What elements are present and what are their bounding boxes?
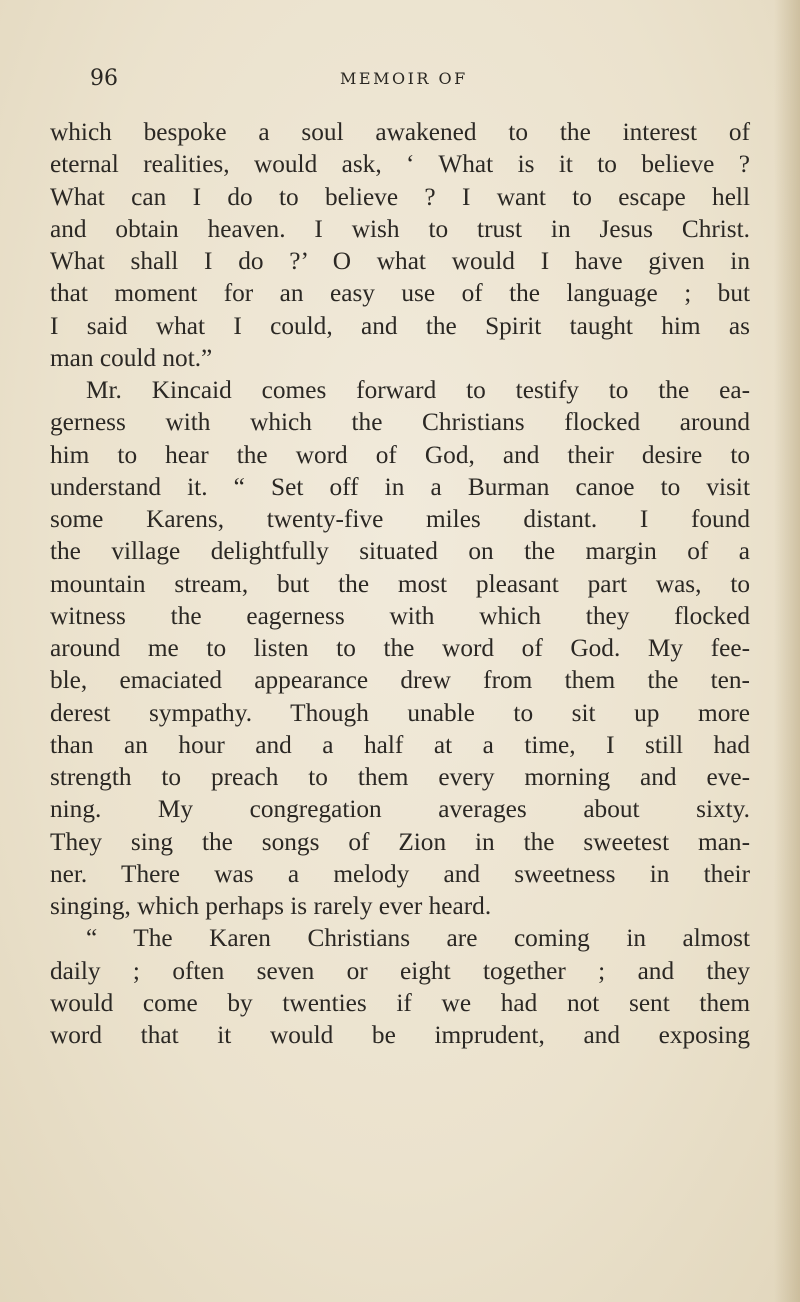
text-line: word that it would be imprudent, and exposing (50, 1021, 750, 1049)
text-line: gerness with which the Christians flocked around (50, 408, 750, 437)
text-line: daily ; often seven or eight together ; and they (50, 956, 750, 985)
text-line: I said what I could, and the Spirit taught him as (50, 311, 750, 340)
body-text (50, 116, 750, 1051)
text-line: and obtain heaven. I wish to trust in Jesus Christ. (50, 214, 750, 243)
text-line: mountain stream, but the most pleasant part was, to (50, 569, 750, 598)
text-line: would come by twenties if we had not sent them (50, 988, 750, 1017)
text-line: around me to listen to the word of God. My fee- (50, 634, 750, 662)
text-line: than an hour and a half at a time, I still had (50, 730, 750, 759)
text-line: some Karens, twenty-five miles distant. I found (50, 505, 750, 533)
text-line: him to hear the word of God, and their desire to (50, 440, 750, 469)
text-line: Mr. Kincaid comes forward to testify to the ea- (86, 376, 750, 404)
text-line: ner. There was a melody and sweetness in their (50, 859, 750, 888)
text-line: singing, which perhaps is rarely ever heard. (50, 892, 492, 920)
page-header (90, 66, 710, 96)
text-line: which bespoke a soul awakened to the interest of (50, 118, 750, 146)
text-line: man could not.” (50, 343, 213, 372)
text-line: derest sympathy. Though unable to sit up more (50, 698, 750, 727)
text-line: eternal realities, would ask, ‘ What is it to believe ? (50, 150, 750, 179)
page-number: 96 (90, 66, 118, 91)
text-line: understand it. “ Set off in a Burman canoe to visit (50, 472, 750, 501)
text-line: What shall I do ?’ O what would I have given in (50, 247, 750, 275)
text-line: strength to preach to them every morning and eve- (50, 763, 750, 791)
text-line: They sing the songs of Zion in the sweetest man- (50, 827, 750, 856)
text-line: What can I do to believe ? I want to escape hell (50, 182, 750, 211)
running-head: MEMOIR OF (340, 69, 468, 88)
text-line: “ The Karen Christians are coming in almost (86, 924, 750, 953)
text-line: ble, emaciated appearance drew from them the ten- (50, 666, 750, 695)
text-line: witness the eagerness with which they flocked (50, 601, 750, 630)
text-line: the village delightfully situated on the margin of a (50, 537, 750, 566)
text-line: that moment for an easy use of the language ; but (50, 279, 750, 308)
text-line: ning. My congregation averages about sixty. (50, 795, 750, 824)
page-edge-shadow (774, 0, 800, 1302)
